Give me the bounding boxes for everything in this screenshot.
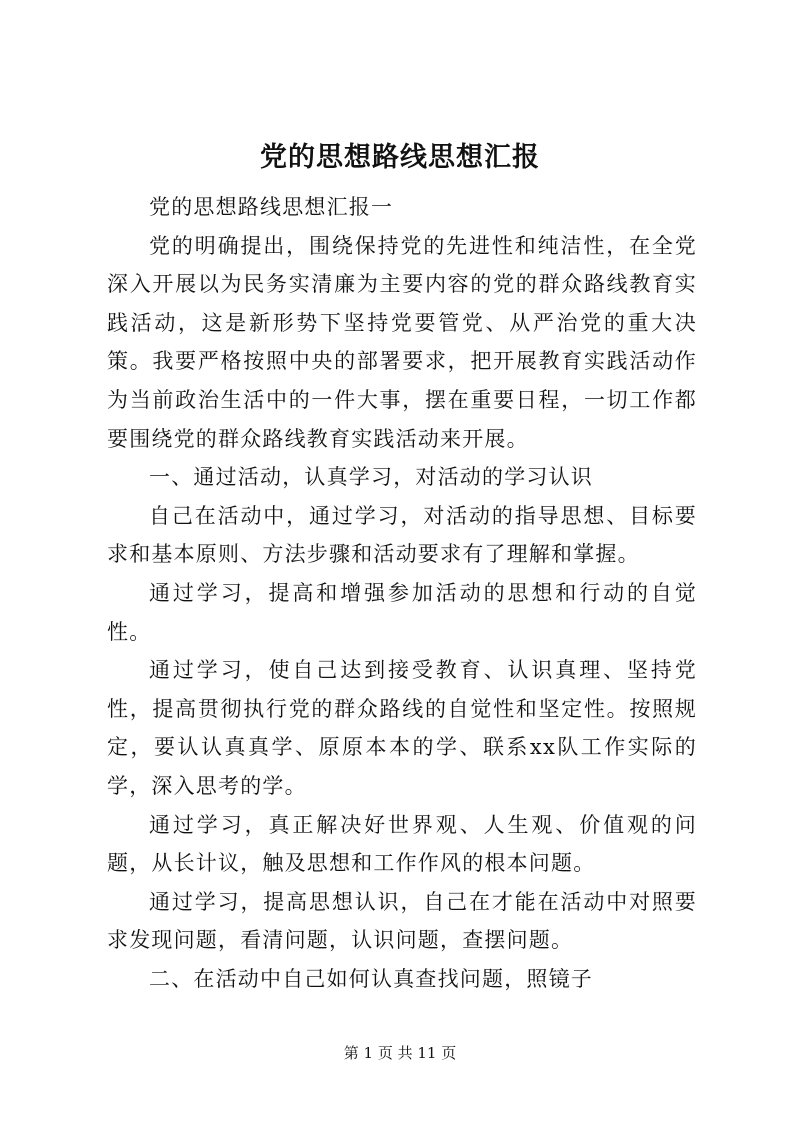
paragraph: 通过学习，真正解决好世界观、人生观、价值观的问题，从长计议，触及思想和工作作风的根本问题。 xyxy=(107,812,697,876)
paragraph: 党的明确提出，围绕保持党的先进性和纯洁性，在全党深入开展以为民务实清廉为主要内容的党的群众路线教育实践活动，这是新形势下坚持党要管党、从严治党的重大决策。我要严格按照中央的部署要求，把开展教育实践活动作为当前政治生活中的一件大事，摆在重要日程，一切工作都要围绕党的群众路线教育实践活动来开展。 xyxy=(107,233,697,451)
paragraph-subtitle: 党的思想路线思想汇报一 xyxy=(149,195,394,219)
paragraph: 通过学习，提高思想认识，自己在才能在活动中对照要求发现问题，看清问题，认识问题，查摆问题。 xyxy=(107,889,697,953)
paragraph: 自己在活动中，通过学习，对活动的指导思想、目标要求和基本原则、方法步骤和活动要求有了理解和掌握。 xyxy=(107,503,697,567)
paragraph: 通过学习，提高和增强参加活动的思想和行动的自觉性。 xyxy=(107,580,697,644)
section-heading: 二、在活动中自己如何认真查找问题，照镜子 xyxy=(149,966,593,991)
page-number-footer: 第 1 页 共 11 页 xyxy=(343,1044,457,1062)
document-title: 党的思想路线思想汇报 xyxy=(260,142,540,173)
document-body xyxy=(107,188,697,998)
paragraph: 通过学习，使自己达到接受教育、认识真理、坚持党性，提高贯彻执行党的群众路线的自觉性和坚定性。按照规定，要认认真真学、原原本本的学、联系xx队工作实际的学，深入思考的学。 xyxy=(107,658,697,798)
section-heading: 一、通过活动，认真学习，对活动的学习认识 xyxy=(149,465,593,490)
